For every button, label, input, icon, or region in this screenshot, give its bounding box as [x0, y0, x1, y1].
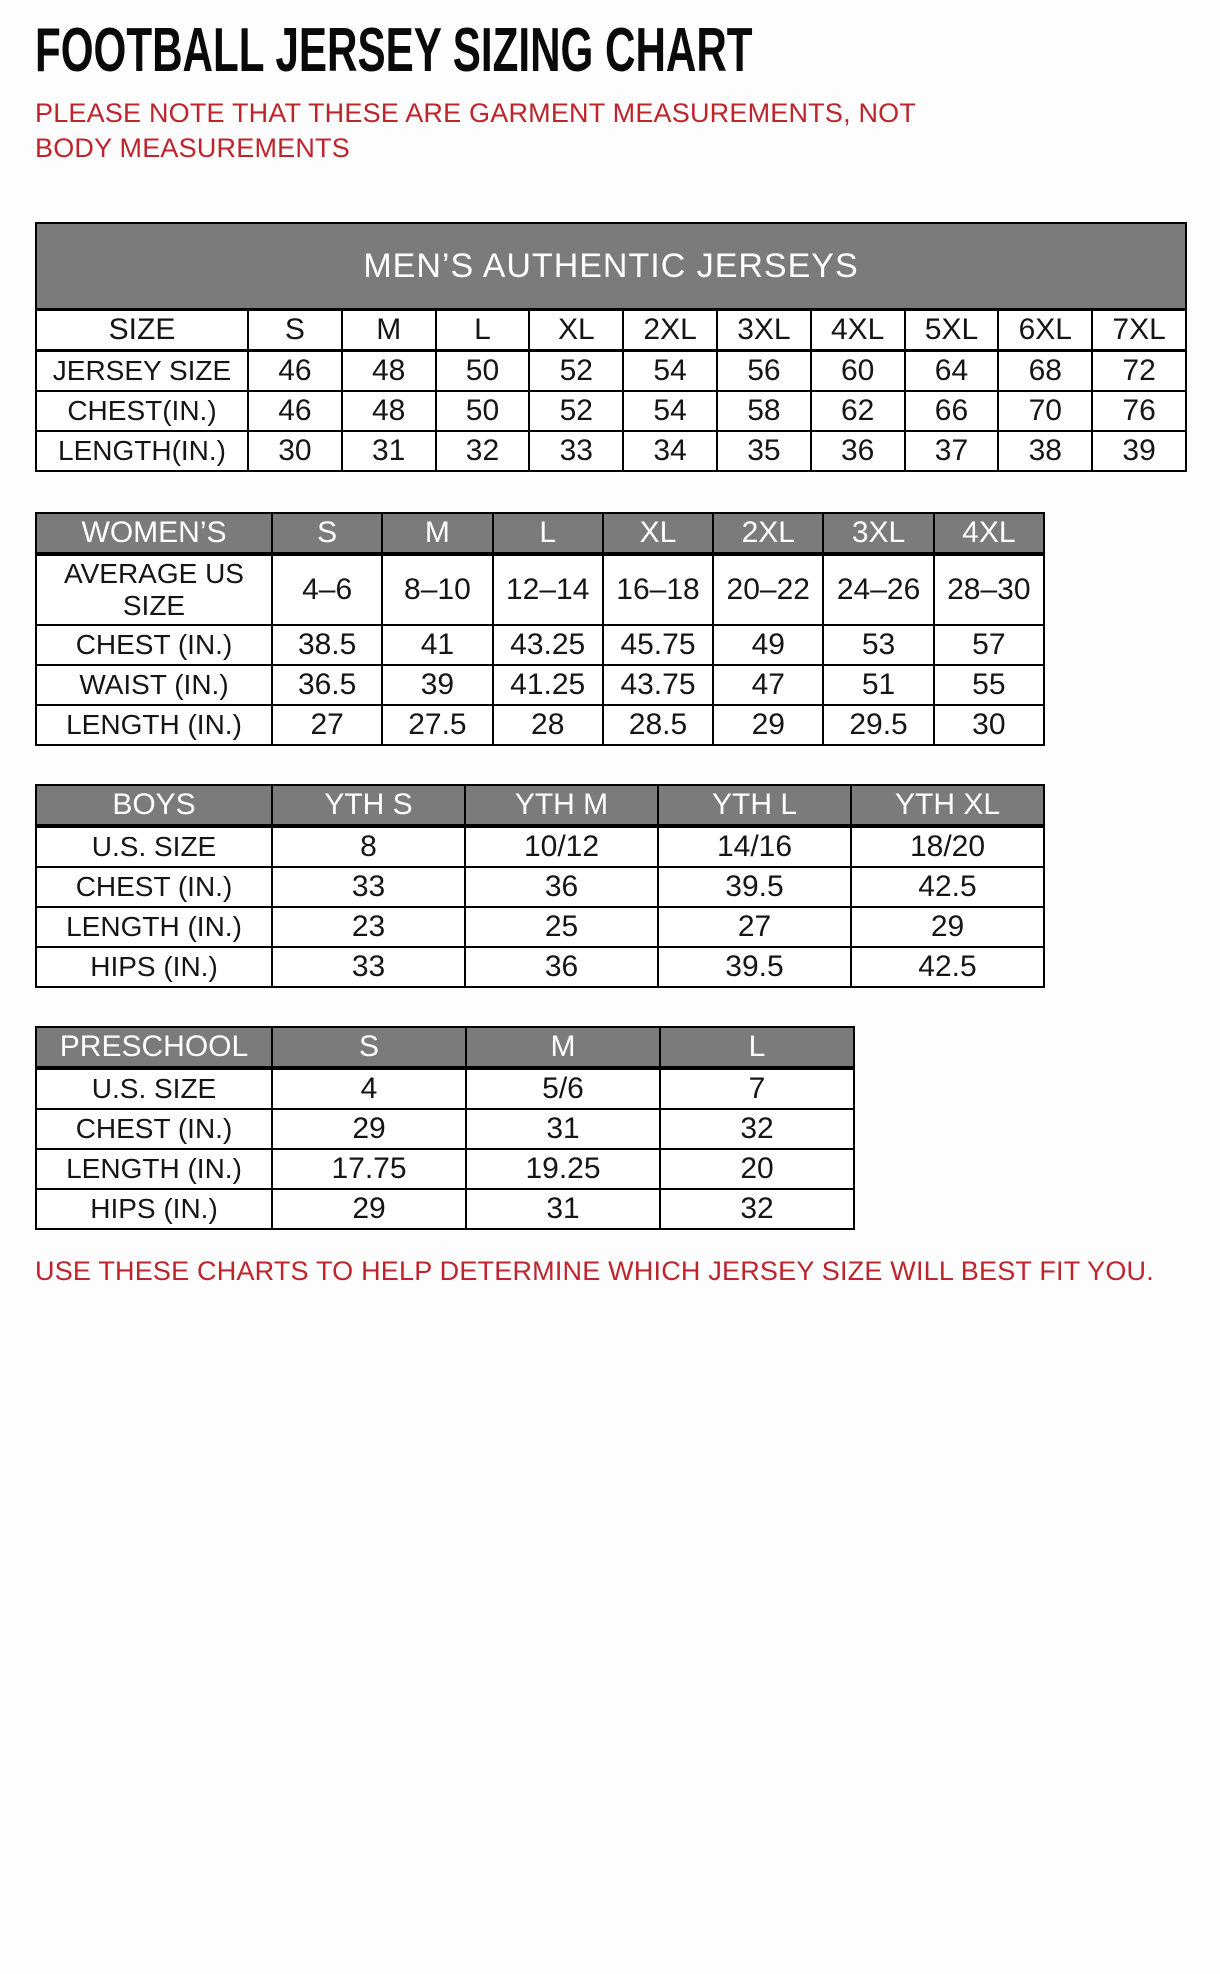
- mens-value-cell-4: 54: [623, 391, 717, 431]
- womens-value-cell-5: 51: [823, 665, 933, 705]
- mens-value-cell-0: 46: [248, 351, 342, 392]
- womens-jerseys-table: [35, 512, 1045, 746]
- table-row: [36, 1068, 854, 1109]
- mens-value-cell-1: 48: [342, 391, 436, 431]
- mens-header-cell-7: 4XL: [811, 310, 905, 351]
- preschool-header-row: [36, 1027, 854, 1068]
- womens-value-cell-0: 4–6: [272, 554, 382, 625]
- boys-value-cell-2: 39.5: [658, 947, 851, 987]
- boys-value-cell-2: 39.5: [658, 867, 851, 907]
- womens-header-cell-6: 3XL: [823, 513, 933, 554]
- mens-authentic-jerseys-table: [35, 222, 1187, 472]
- womens-value-cell-4: 49: [713, 625, 823, 665]
- boys-value-cell-3: 18/20: [851, 826, 1044, 867]
- mens-header-row: [36, 310, 1186, 351]
- mens-header-cell-8: 5XL: [905, 310, 999, 351]
- page-title-text: FOOTBALL JERSEY SIZING CHART: [35, 16, 753, 85]
- mens-row-label: JERSEY SIZE: [36, 351, 248, 392]
- mens-header-cell-6: 3XL: [717, 310, 811, 351]
- mens-value-cell-9: 39: [1092, 431, 1186, 471]
- mens-header-cell-5: 2XL: [623, 310, 717, 351]
- table-row: [36, 391, 1186, 431]
- mens-header-cell-3: L: [436, 310, 530, 351]
- preschool-value-cell-1: 31: [466, 1109, 660, 1149]
- boys-value-cell-2: 14/16: [658, 826, 851, 867]
- mens-value-cell-1: 31: [342, 431, 436, 471]
- mens-value-cell-5: 35: [717, 431, 811, 471]
- womens-value-cell-0: 36.5: [272, 665, 382, 705]
- mens-value-cell-2: 32: [436, 431, 530, 471]
- womens-value-cell-4: 20–22: [713, 554, 823, 625]
- boys-value-cell-1: 25: [465, 907, 658, 947]
- mens-row-label: LENGTH(IN.): [36, 431, 248, 471]
- womens-value-cell-3: 45.75: [603, 625, 713, 665]
- womens-value-cell-0: 27: [272, 705, 382, 745]
- boys-jerseys-table: [35, 784, 1045, 988]
- footer-note: USE THESE CHARTS TO HELP DETERMINE WHICH JERSEY SIZE WILL BEST FIT YOU.: [35, 1256, 1154, 1287]
- table-row: [36, 351, 1186, 392]
- preschool-header-cell-2: M: [466, 1027, 660, 1068]
- boys-row-label: U.S. SIZE: [36, 826, 272, 867]
- boys-value-cell-3: 42.5: [851, 947, 1044, 987]
- preschool-value-cell-1: 31: [466, 1189, 660, 1229]
- table-row: [36, 554, 1044, 625]
- womens-value-cell-3: 43.75: [603, 665, 713, 705]
- womens-value-cell-5: 29.5: [823, 705, 933, 745]
- boys-header-cell-4: YTH XL: [851, 785, 1044, 826]
- womens-header-cell-5: 2XL: [713, 513, 823, 554]
- table-row: [36, 1109, 854, 1149]
- table-row: [36, 705, 1044, 745]
- mens-value-cell-4: 34: [623, 431, 717, 471]
- boys-value-cell-0: 33: [272, 867, 465, 907]
- boys-header-cell-3: YTH L: [658, 785, 851, 826]
- womens-header-cell-2: M: [382, 513, 492, 554]
- boys-value-cell-3: 29: [851, 907, 1044, 947]
- preschool-value-cell-2: 32: [660, 1109, 854, 1149]
- womens-header-row: [36, 513, 1044, 554]
- preschool-value-cell-0: 4: [272, 1068, 466, 1109]
- womens-value-cell-2: 12–14: [493, 554, 603, 625]
- womens-header-cell-0: WOMEN’S: [36, 513, 272, 554]
- womens-row-label: AVERAGE US SIZE: [36, 554, 272, 625]
- mens-value-cell-6: 36: [811, 431, 905, 471]
- mens-value-cell-0: 30: [248, 431, 342, 471]
- boys-row-label: CHEST (IN.): [36, 867, 272, 907]
- boys-value-cell-1: 36: [465, 947, 658, 987]
- womens-header-cell-4: XL: [603, 513, 713, 554]
- boys-value-cell-2: 27: [658, 907, 851, 947]
- table-row: [36, 907, 1044, 947]
- mens-value-cell-4: 54: [623, 351, 717, 392]
- page-title: [35, 16, 1190, 85]
- womens-value-cell-2: 43.25: [493, 625, 603, 665]
- boys-row-label: LENGTH (IN.): [36, 907, 272, 947]
- mens-value-cell-7: 66: [905, 391, 999, 431]
- mens-header-cell-9: 6XL: [998, 310, 1092, 351]
- table-row: [36, 947, 1044, 987]
- preschool-value-cell-0: 29: [272, 1109, 466, 1149]
- womens-value-cell-1: 27.5: [382, 705, 492, 745]
- mens-value-cell-2: 50: [436, 351, 530, 392]
- mens-value-cell-0: 46: [248, 391, 342, 431]
- preschool-row-label: HIPS (IN.): [36, 1189, 272, 1229]
- boys-value-cell-0: 33: [272, 947, 465, 987]
- table-row: [36, 665, 1044, 705]
- garment-measurements-note: PLEASE NOTE THAT THESE ARE GARMENT MEASUREMENTS, NOT BODY MEASUREMENTS: [35, 98, 916, 164]
- womens-value-cell-6: 55: [934, 665, 1044, 705]
- womens-value-cell-5: 53: [823, 625, 933, 665]
- womens-value-cell-1: 41: [382, 625, 492, 665]
- table-row: [36, 625, 1044, 665]
- preschool-jerseys-table: [35, 1026, 855, 1230]
- mens-value-cell-9: 76: [1092, 391, 1186, 431]
- table-row: [36, 1189, 854, 1229]
- womens-value-cell-1: 39: [382, 665, 492, 705]
- mens-banner-row: [36, 223, 1186, 310]
- womens-value-cell-0: 38.5: [272, 625, 382, 665]
- mens-header-cell-10: 7XL: [1092, 310, 1186, 351]
- womens-header-cell-3: L: [493, 513, 603, 554]
- mens-header-cell-2: M: [342, 310, 436, 351]
- womens-row-label: LENGTH (IN.): [36, 705, 272, 745]
- preschool-row-label: U.S. SIZE: [36, 1068, 272, 1109]
- mens-value-cell-6: 60: [811, 351, 905, 392]
- mens-header-cell-4: XL: [529, 310, 623, 351]
- mens-row-label: CHEST(IN.): [36, 391, 248, 431]
- preschool-header-cell-3: L: [660, 1027, 854, 1068]
- preschool-row-label: CHEST (IN.): [36, 1109, 272, 1149]
- mens-value-cell-3: 52: [529, 351, 623, 392]
- mens-value-cell-3: 33: [529, 431, 623, 471]
- womens-value-cell-6: 57: [934, 625, 1044, 665]
- preschool-header-cell-1: S: [272, 1027, 466, 1068]
- mens-value-cell-7: 37: [905, 431, 999, 471]
- preschool-value-cell-2: 20: [660, 1149, 854, 1189]
- womens-value-cell-1: 8–10: [382, 554, 492, 625]
- womens-header-cell-1: S: [272, 513, 382, 554]
- table-row: [36, 431, 1186, 471]
- boys-value-cell-0: 23: [272, 907, 465, 947]
- preschool-value-cell-1: 5/6: [466, 1068, 660, 1109]
- table-row: [36, 1149, 854, 1189]
- womens-value-cell-2: 41.25: [493, 665, 603, 705]
- womens-value-cell-3: 16–18: [603, 554, 713, 625]
- womens-value-cell-6: 30: [934, 705, 1044, 745]
- mens-banner-title: MEN’S AUTHENTIC JERSEYS: [36, 223, 1186, 310]
- preschool-value-cell-0: 17.75: [272, 1149, 466, 1189]
- preschool-header-cell-0: PRESCHOOL: [36, 1027, 272, 1068]
- mens-value-cell-8: 70: [998, 391, 1092, 431]
- boys-row-label: HIPS (IN.): [36, 947, 272, 987]
- boys-value-cell-0: 8: [272, 826, 465, 867]
- boys-value-cell-1: 36: [465, 867, 658, 907]
- womens-value-cell-2: 28: [493, 705, 603, 745]
- womens-row-label: CHEST (IN.): [36, 625, 272, 665]
- mens-header-cell-1: S: [248, 310, 342, 351]
- boys-header-row: [36, 785, 1044, 826]
- mens-value-cell-2: 50: [436, 391, 530, 431]
- womens-value-cell-5: 24–26: [823, 554, 933, 625]
- mens-value-cell-1: 48: [342, 351, 436, 392]
- mens-value-cell-5: 56: [717, 351, 811, 392]
- boys-header-cell-0: BOYS: [36, 785, 272, 826]
- mens-value-cell-6: 62: [811, 391, 905, 431]
- preschool-value-cell-2: 32: [660, 1189, 854, 1229]
- mens-value-cell-3: 52: [529, 391, 623, 431]
- preschool-row-label: LENGTH (IN.): [36, 1149, 272, 1189]
- mens-header-cell-0: SIZE: [36, 310, 248, 351]
- womens-value-cell-6: 28–30: [934, 554, 1044, 625]
- preschool-value-cell-2: 7: [660, 1068, 854, 1109]
- womens-value-cell-3: 28.5: [603, 705, 713, 745]
- womens-header-cell-7: 4XL: [934, 513, 1044, 554]
- mens-value-cell-9: 72: [1092, 351, 1186, 392]
- table-row: [36, 826, 1044, 867]
- womens-row-label: WAIST (IN.): [36, 665, 272, 705]
- mens-value-cell-5: 58: [717, 391, 811, 431]
- boys-value-cell-3: 42.5: [851, 867, 1044, 907]
- mens-value-cell-8: 38: [998, 431, 1092, 471]
- mens-value-cell-7: 64: [905, 351, 999, 392]
- boys-header-cell-1: YTH S: [272, 785, 465, 826]
- womens-value-cell-4: 29: [713, 705, 823, 745]
- boys-value-cell-1: 10/12: [465, 826, 658, 867]
- preschool-value-cell-1: 19.25: [466, 1149, 660, 1189]
- boys-header-cell-2: YTH M: [465, 785, 658, 826]
- table-row: [36, 867, 1044, 907]
- preschool-value-cell-0: 29: [272, 1189, 466, 1229]
- mens-value-cell-8: 68: [998, 351, 1092, 392]
- womens-value-cell-4: 47: [713, 665, 823, 705]
